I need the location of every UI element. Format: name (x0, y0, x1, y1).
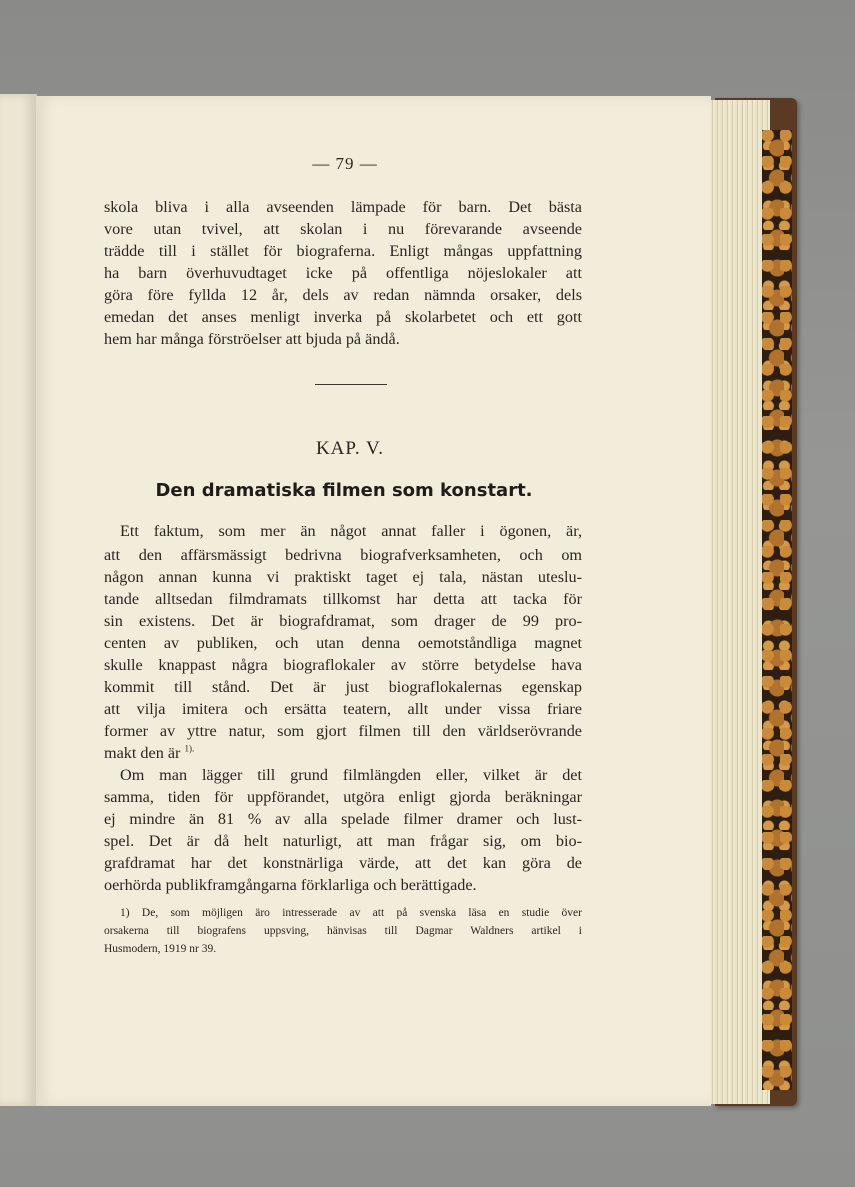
chapter-divider (315, 384, 387, 385)
body-line: tande alltsedan filmdramats tillkomst har detta att tacka för (104, 590, 582, 608)
chapter-title: Den dramatiska filmen som konstart. (155, 480, 533, 501)
body-line: centen av publiken, och utan denna oemotståndliga magnet (104, 634, 582, 652)
intro-line: göra före fyllda 12 år, dels av redan nämnda orsaker, dels (104, 286, 582, 304)
body-line: att vilja imitera och ersätta teatern, allt under vissa friare (104, 700, 582, 718)
body-line: sin existens. Det är biografdramat, som drager de 99 pro- (104, 612, 582, 630)
body-line: skulle knappast några biograflokaler av större betydelse hava (104, 656, 582, 674)
intro-line: emedan det anses menligt inverka på skolarbetet och ett gott (104, 308, 582, 326)
body-line: spel. Det är då helt naturligt, att man frågar sig, om bio- (104, 832, 582, 850)
body-line: att den affärsmässigt bedrivna biografverksamheten, och om (104, 546, 582, 564)
left-page-edge (0, 94, 37, 1106)
page-number: — 79 — (312, 154, 378, 173)
intro-line: skola bliva i alla avseenden lämpade för barn. Det bästa (104, 198, 582, 216)
body-line: Ett faktum, som mer än något annat faller i ögonen, är, (120, 522, 582, 540)
chapter-label: KAP. V. (315, 438, 385, 459)
body-line: samma, tiden för uppförandet, utgöra enligt gjorda beräkningar (104, 788, 582, 806)
intro-line: hem har många förströelser att bjuda på ändå. (104, 330, 400, 348)
body-line: former av yttre natur, som gjort filmen till den världserövrande (104, 722, 582, 740)
footnote-line: 1) De, som möjligen äro intresserade av att på svenska läsa en studie över (120, 907, 582, 919)
body-line-with-footnote (104, 742, 194, 764)
footnote-line: Husmodern, 1919 nr 39. (104, 943, 217, 955)
body-line: makt den är (104, 744, 181, 762)
intro-line: ha barn överhuvudtaget icke på offentliga nöjeslokaler att (104, 264, 582, 282)
footnote-reference: 1). (184, 743, 195, 754)
intro-line: vore utan tvivel, att skolan i nu förevarande avseende (104, 220, 582, 238)
body-line: kommit till stånd. Det är just biograflokalernas egenskap (104, 678, 582, 696)
marbled-cover-edge (762, 130, 792, 1090)
intro-line: trädde till i stället för biograferna. Enligt mångas uppfattning (104, 242, 582, 260)
body-line: Om man lägger till grund filmlängden eller, vilket är det (120, 766, 582, 784)
body-line: ej mindre än 81 % av alla spelade filmer dramer och lust- (104, 810, 582, 828)
footnote-line: orsakerna till biografens uppsving, hänvisas till Dagmar Waldners artikel i (104, 925, 582, 937)
body-line: oerhörda publikframgångarna förklarliga och berättigade. (104, 876, 477, 894)
body-line: någon annan kunna vi praktiskt taget ej tala, nästan uteslu- (104, 568, 582, 586)
body-line: grafdramat har det konstnärliga värde, att det kan göra de (104, 854, 582, 872)
page-block-edges (708, 100, 770, 1104)
